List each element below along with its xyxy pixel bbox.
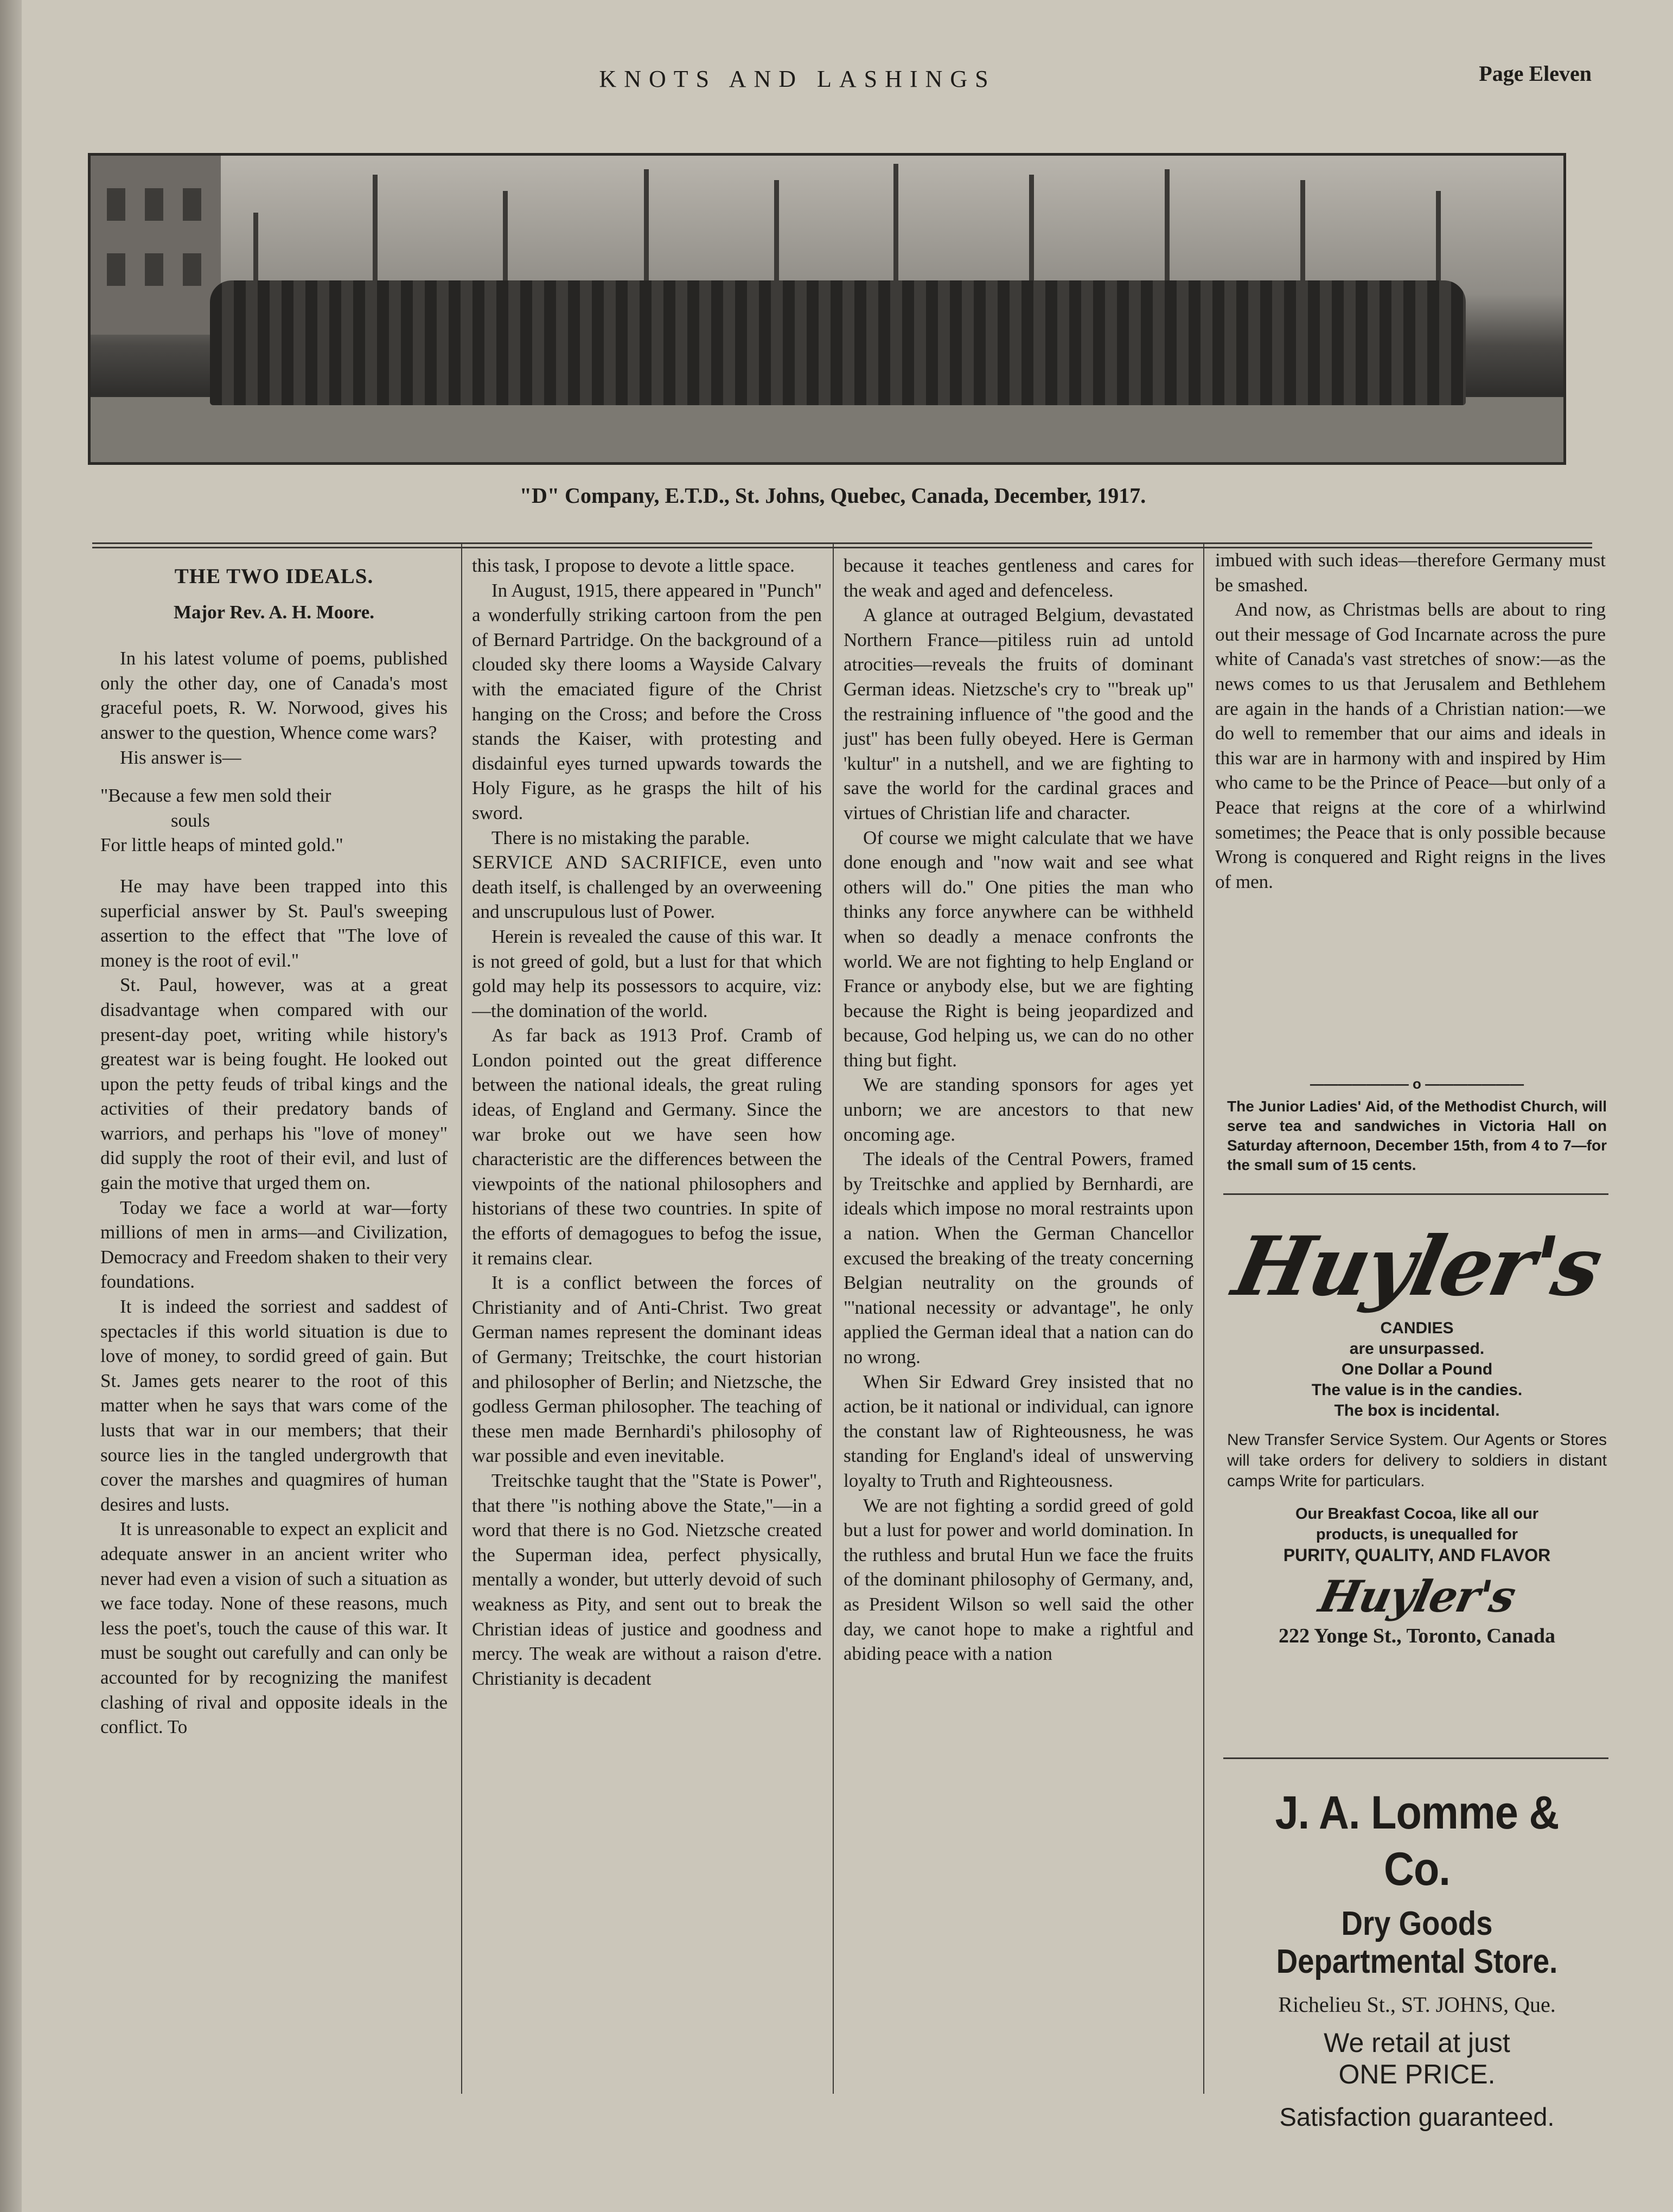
paragraph: Today we face a world at war—forty millions of men in arms—and Civilization, Democracy and Freedom shaken to their very foundations.	[100, 1197, 448, 1293]
store-location: Richelieu St., ST. JOHNS, Que.	[1278, 1992, 1556, 2017]
paragraph: It is unreasonable to expect an explicit and adequate answer in an ancient writer who never had even a vision of such a situation as we face today. None of these reasons, much less the poet's, touch the cause of this war. It must be sought out carefully and can only be accounted for by recognizing the manifest clashing of rival and opposite ideals in the conflict. To	[100, 1518, 448, 1738]
paragraph	[472, 850, 822, 924]
paragraph: We are standing sponsors for ages yet unborn; we are ancestors to that new oncoming age.	[844, 1074, 1193, 1145]
paragraph: His answer is—	[120, 746, 241, 768]
lomme-ad	[1227, 1785, 1607, 2132]
verse-line: For little heaps of minted gold."	[100, 834, 343, 856]
column-rule	[461, 542, 462, 2094]
ad-line: are unsurpassed.	[1349, 1340, 1485, 1358]
ladies-aid-notice	[1227, 1074, 1607, 1175]
paragraph: this task, I propose to devote a little space.	[472, 555, 795, 576]
newspaper-page	[22, 0, 1673, 2212]
paragraph: The ideals of the Central Powers, framed by Treitschke and applied by Bernhardi, are ideals which impose no moral restraints upon a nation. When the German Chancellor excused the breaking of the treaty concerning Belgian neutrality on the grounds of "'national necessity or advantage'', he only applied the German ideal that a nation can do no wrong.	[844, 1148, 1193, 1367]
notice-text: The Junior Ladies' Aid, of the Methodist Church, will serve tea and sandwiches in Victoria Hall on Saturday afternoon, December 15th, from 4 to 7—for the small sum of 15 cents.	[1227, 1098, 1607, 1173]
page-number: Page Eleven	[1479, 61, 1592, 86]
paragraph: In his latest volume of poems, published only the other day, one of Canada's most graceful poets, R. W. Norwood, gives his answer to the question, Whence come wars?	[100, 648, 448, 743]
notice-divider: ——————— o ———————	[1310, 1076, 1524, 1092]
running-title: KNOTS AND LASHINGS	[599, 66, 996, 92]
store-type: Dry Goods	[1341, 1905, 1493, 1942]
binding-gutter	[0, 0, 22, 2212]
article-column-4	[1215, 548, 1606, 894]
paragraph: imbued with such ideas—therefore Germany must be smashed.	[1215, 549, 1606, 596]
ad-line: The box is incidental.	[1334, 1402, 1500, 1420]
huylers-logo: Huyler's	[1225, 1219, 1608, 1314]
poem-quote	[100, 783, 448, 858]
paragraph: Treitschke taught that the "State is Power", that there "is nothing above the State,"—in a word that there is no God. Nietzsche created the Superman idea, perfect physically, mentally a wonder, but utterly devoid of such weakness as Pity, and sent out to break the Christian ideas of justice and goodness and mercy. The weak are without a raison d'etre. Christianity is decadent	[472, 1469, 822, 1689]
cocoa-line: PURITY, QUALITY, AND FLAVOR	[1283, 1545, 1551, 1565]
paragraph: And now, as Christmas bells are about to ring out their message of God Incarnate across the pure white of Canada's vast stretches of snow:—as the news comes to us that Jerusalem and Bethlehem are again in the hands of a Christian nation:—we do well to remember that our aims and ideals in this war are in harmony with and inspired by Him who came to be the Prince of Peace—but only of a Peace that reigns at the core of a whirlwind sometimes; the Peace that is only possible because Wrong is conquered and Right reigns in the lives of men.	[1215, 599, 1606, 892]
paragraph: Herein is revealed the cause of this war. It is not greed of gold, but a lust for that which gold may help its possessors to acquire, viz:—the domination of the world.	[472, 925, 822, 1021]
ad-line: One Dollar a Pound	[1341, 1360, 1493, 1378]
satisfaction-line: Satisfaction guaranteed.	[1279, 2102, 1555, 2131]
store-name: J. A. Lomme & Co.	[1275, 1787, 1559, 1895]
article-column-2	[472, 553, 822, 1691]
ad-rule	[1223, 1757, 1608, 1759]
cocoa-line: Our Breakfast Cocoa, like all our	[1295, 1505, 1539, 1523]
column-rule	[1203, 542, 1204, 2094]
huylers-ad	[1227, 1220, 1607, 1648]
paragraph: St. Paul, however, was at a great disadvantage when compared with our present-day poet, writing while history's greatest war is being fought. He looked out upon the petty feuds of tribal kings and the activities of their predatory bands of warriors, and perhaps his "love of money" did supply the root of their evil, and lust of gain the motive that urged them on.	[100, 974, 448, 1194]
paragraph: It is a conflict between the forces of Christianity and of Anti-Christ. Two great German names represent the dominant ideas of Germany; Treitschke, the court historian and philosopher of Berlin; and Nietzsche, the godless German philosopher. The teaching of these men made Bernhardi's philosophy of war possible and even inevitable.	[472, 1272, 822, 1467]
paragraph: As far back as 1913 Prof. Cramb of London pointed out the great difference between the national ideals, the great ruling ideas, of England and Germany. Since the war broke out we have seen how characteristic are the differences between the viewpoints of the national philosophers and historians of these two countries. In spite of the efforts of demagogues to befog the issue, it remains clear.	[472, 1025, 822, 1269]
cocoa-line: products, is unequalled for	[1316, 1526, 1518, 1543]
paragraph: It is indeed the sorriest and saddest of spectacles if this world situation is due to love of money, to sordid greed of gain. But St. James gets nearer to the root of this matter when he says that wars come of the lusts that war in our members; that their source lies in the tangled undergrowth that cover the marshes and quagmires of human desires and lusts.	[100, 1296, 448, 1515]
paragraph: A glance at outraged Belgium, devastated Northern France—pitiless ruin ad untold atrocities—reveals the fruits of dominant German ideas. Nietzsche's cry to "'break up'' the restraining influence of "the good and the just'' has been fully obeyed. Here is German 'kultur'' in a nutshell, and we are fighting to save the world for the cardinal graces and virtues of Christian life and character.	[844, 604, 1193, 823]
building	[91, 156, 221, 335]
paragraph-text: even unto death itself, is challenged by an overweening and unscrupulous lust of Power.	[472, 852, 822, 923]
section-heading: SERVICE AND SACRIFICE,	[472, 852, 728, 873]
retail-line: ONE PRICE.	[1338, 2059, 1496, 2089]
paragraph: In August, 1915, there appeared in "Punch" a wonderfully striking cartoon from the pen of Bernard Partridge. On the background of a clouded sky there looms a Wayside Calvary with the emaciated figure of the Christ hanging on the Cross; and before the Cross stands the Kaiser, with protesting and disdainful eyes turned upwards towards the Holy Figure, as he grasps the hilt of his sword.	[472, 579, 822, 823]
photo-caption: "D" Company, E.T.D., St. Johns, Quebec, Canada, December, 1917.	[519, 483, 1146, 508]
article-column-1	[100, 553, 448, 1740]
transfer-service-text: New Transfer Service System. Our Agents or Stores will take orders for delivery to soldiers in distant camps Write for particulars.	[1227, 1431, 1607, 1490]
ground	[91, 397, 1563, 462]
verse-line: souls	[171, 809, 210, 831]
retail-line: We retail at just	[1324, 2028, 1510, 2058]
company-photograph	[88, 153, 1566, 465]
store-type: Departmental Store.	[1276, 1943, 1558, 1980]
ad-line: The value is in the candies.	[1311, 1381, 1523, 1399]
ad-line: CANDIES	[1380, 1319, 1454, 1337]
column-rule	[833, 542, 834, 2094]
soldiers-group	[210, 280, 1466, 405]
paragraph: Of course we might calculate that we have done enough and "now wait and see what others will do.'' One pities the man who thinks any force anywhere can be withheld when so deadly a menace confronts the world. We are not fighting to help England or France or anybody else, but we are fighting because the Right is being jeopardized and because, God helping us, we can do no other thing but fight.	[844, 827, 1193, 1071]
ad-rule	[1223, 1193, 1608, 1195]
paragraph: When Sir Edward Grey insisted that no action, be it national or individual, can ignore the constant law of Righteousness, he was standing for England's ideal of unswerving loyalty to Truth and Righteousness.	[844, 1371, 1193, 1491]
huylers-logo-small: Huyler's	[1314, 1571, 1519, 1622]
paragraph: because it teaches gentleness and cares for the weak and aged and defenceless.	[844, 555, 1193, 601]
huylers-address: 222 Yonge St., Toronto, Canada	[1279, 1625, 1555, 1647]
paragraph: There is no mistaking the parable.	[491, 827, 750, 848]
verse-line: "Because a few men sold their	[100, 785, 331, 807]
article-title: THE TWO IDEALS.	[174, 565, 374, 588]
article-column-3	[844, 553, 1193, 1666]
article-byline: Major Rev. A. H. Moore.	[173, 601, 374, 623]
top-rule	[92, 542, 1592, 544]
paragraph: He may have been trapped into this superficial answer by St. Paul's sweeping assertion to the effect that "The love of money is the root of evil."	[100, 875, 448, 971]
paragraph: We are not fighting a sordid greed of gold but a lust for power and world domination. In the ruthless and brutal Hun we face the fruits of the dominant philosophy of Germany, and, as President Wilson so well said the other day, we canot hope to make a rightful and abiding peace with a nation	[844, 1494, 1193, 1665]
